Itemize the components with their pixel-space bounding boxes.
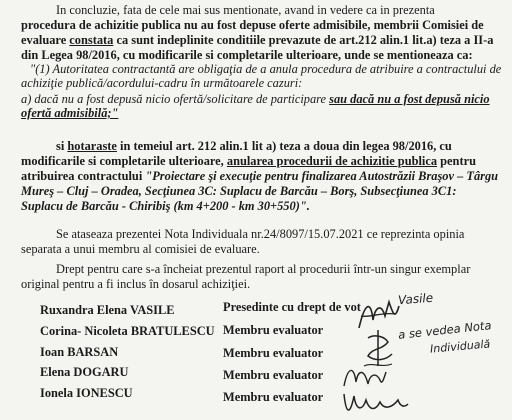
para1-line1 — [56, 3, 435, 17]
constata-word: constata — [69, 33, 114, 47]
signatory-role: Membru evaluator — [223, 323, 324, 337]
para4-line2: original pentru a fi inclus în dosarul achiziţiei. — [21, 277, 251, 291]
para2-text: in temeiul art. 212 alin.1 lit a) teza a doua din legea 98/2016, cu — [116, 139, 452, 153]
signatory-name: Ioan BARSAN — [40, 345, 119, 359]
signatory-name: Corina- Nicoleta BRATULESCU — [40, 324, 215, 338]
para2-line1 — [56, 139, 452, 153]
para2-text: modificarile si completarile ulterioare, — [21, 154, 227, 168]
project-title: "Proiectare şi execuţie pentru finalizarea Autostrăzii Braşov – Târgu — [145, 169, 499, 183]
para3-line1: Se ataseaza prezentei Nota Individuala nr.24/8097/15.07.2021 ce reprezinta opinia — [56, 227, 465, 241]
para1-line4: din Legea 98/2016, cu modificarile si completarile ulterioare, unde se mentioneaza ca: — [21, 48, 473, 62]
para1-text: evaluare — [21, 33, 70, 47]
quote-line4: ofertă admisibilă;" — [21, 106, 119, 120]
signatory-name: Ruxandra Elena VASILE — [40, 303, 175, 317]
signature-scribble — [340, 388, 410, 418]
anulare-phrase: anularea procedurii de achizitie publica — [226, 154, 438, 168]
quote-line2: achiziţie publică/acordului-cadru în următoarele cazuri: — [21, 76, 303, 90]
para3-line2: separata a unui membru al comisiei de evaluare. — [21, 242, 260, 256]
quote-line3 — [21, 92, 490, 106]
para2-text: atribuirea contractului — [21, 169, 146, 183]
quote-line1: "(1) Autoritatea contractantă are obligaţia de a anula procedura de atribuire a contractului de — [30, 62, 502, 76]
signatory-role: Presedinte cu drept de vot — [223, 300, 361, 314]
para2-text: pentru — [437, 154, 476, 168]
quote-emphasis: sau dacă nu a fost depusă nicio — [329, 92, 490, 106]
signatory-name: Elena DOGARU — [40, 365, 129, 379]
hotaraste-word: hotaraste — [67, 139, 117, 153]
handwritten-note: Individuală — [429, 337, 491, 356]
signatory-role: Membru evaluator — [223, 368, 324, 382]
signatory-role: Membru evaluator — [223, 390, 324, 404]
para1-text: ca sunt indeplinite conditiile prevazute de art.212 alin.1 lit.a) teza a II-a — [113, 33, 494, 47]
para4-line1: Drept pentru care s-a încheiat prezentul raport al procedurii într-un singur exemplar — [56, 262, 471, 276]
para2-line3 — [21, 169, 498, 183]
para1-line3 — [21, 33, 493, 47]
handwritten-signature: Vasile — [397, 290, 434, 308]
para2-line2 — [21, 154, 476, 168]
handwritten-note: a se vedea Nota — [397, 318, 493, 342]
para1-text: In concluzie, fata de cele mai sus mentionate, avand in vedere ca in prezenta — [56, 3, 435, 17]
para2-text: si — [56, 139, 68, 153]
signatory-role: Membru evaluator — [223, 346, 324, 360]
quote-text: a) dacă nu a fost depusă nicio ofertă/solicitare de participare — [21, 92, 330, 106]
para1-line2: procedura de achizitie publica nu au fost depuse oferte admisibile, membrii Comisiei de — [21, 18, 484, 32]
signatory-name: Ionela IONESCU — [40, 386, 133, 400]
para2-line4: Mureş – Cluj – Oradea, Secţiunea 3C: Suplacu de Barcău – Borş, Subsecţiunea 3C1: — [21, 184, 457, 198]
para2-line5: Suplacu de Barcău - Chiribiş (km 4+200 - km 30+550)". — [21, 199, 310, 213]
